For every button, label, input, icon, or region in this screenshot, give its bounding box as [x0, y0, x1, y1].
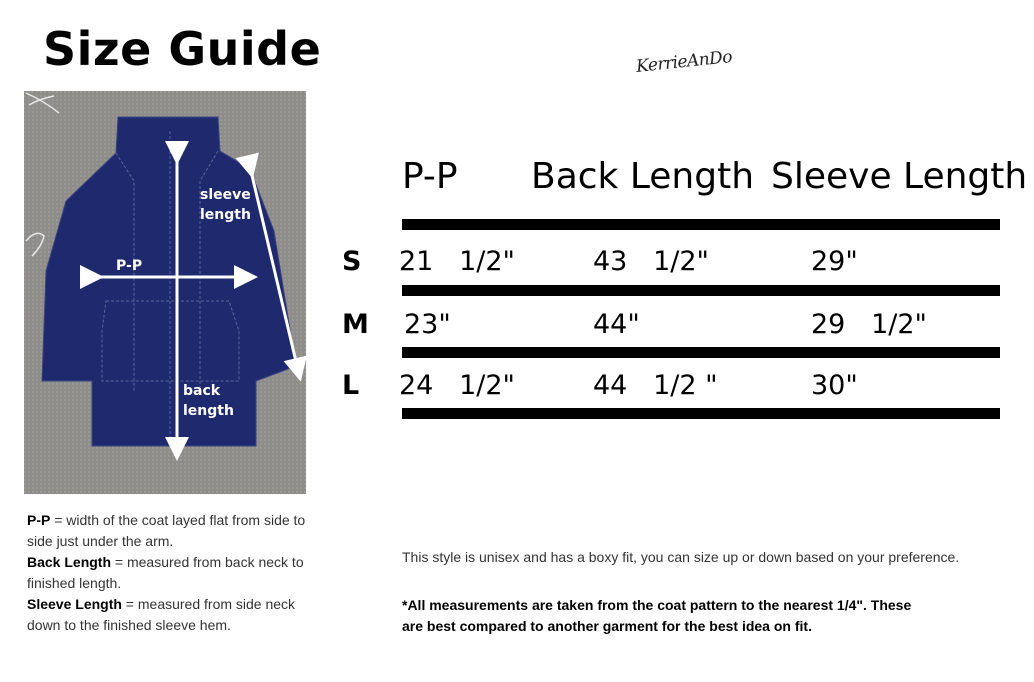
page-title: Size Guide	[43, 22, 322, 76]
definition-back-length: Back Length = measured from back neck to finished length.	[27, 554, 304, 591]
coat-illustration	[24, 91, 306, 494]
table-rule	[402, 285, 1000, 296]
size-l: L	[342, 370, 360, 401]
s-back-value: 43 1/2"	[593, 246, 709, 277]
s-sleeve-value: 29"	[811, 246, 858, 277]
table-rule	[402, 219, 1000, 230]
m-pp-value: 23"	[404, 309, 451, 340]
sleeve-length-label: sleeve length	[200, 187, 251, 223]
measurement-disclaimer: *All measurements are taken from the coat pattern to the nearest 1/4". These are best compared to another garment for the best idea on fit.	[402, 597, 912, 634]
l-back-value: 44 1/2 "	[593, 370, 718, 401]
size-s: S	[342, 246, 362, 277]
definition-pp: P-P = width of the coat layed flat from side to side just under the arm.	[27, 512, 306, 549]
header-back-length: Back Length	[531, 156, 755, 197]
header-pp: P-P	[402, 156, 458, 197]
l-sleeve-value: 30"	[811, 370, 858, 401]
pp-label: P-P	[116, 258, 143, 274]
table-rule	[402, 347, 1000, 358]
m-sleeve-value: 29 1/2"	[811, 309, 927, 340]
fit-note: This style is unisex and has a boxy fit, you can size up or down based on your preference.	[402, 549, 960, 565]
definition-sleeve-length: Sleeve Length = measured from side neck down to the finished sleeve hem.	[27, 596, 296, 633]
measurement-definitions	[27, 510, 317, 636]
l-pp-value: 24 1/2"	[399, 370, 515, 401]
header-sleeve-length: Sleeve Length	[771, 156, 1028, 197]
m-back-value: 44"	[593, 309, 640, 340]
brand-signature: KerrieAnDo	[635, 47, 733, 77]
coat-photo	[24, 91, 306, 494]
back-length-label: back length	[183, 383, 234, 419]
size-m: M	[342, 309, 369, 340]
table-rule	[402, 408, 1000, 419]
s-pp-value: 21 1/2"	[399, 246, 515, 277]
